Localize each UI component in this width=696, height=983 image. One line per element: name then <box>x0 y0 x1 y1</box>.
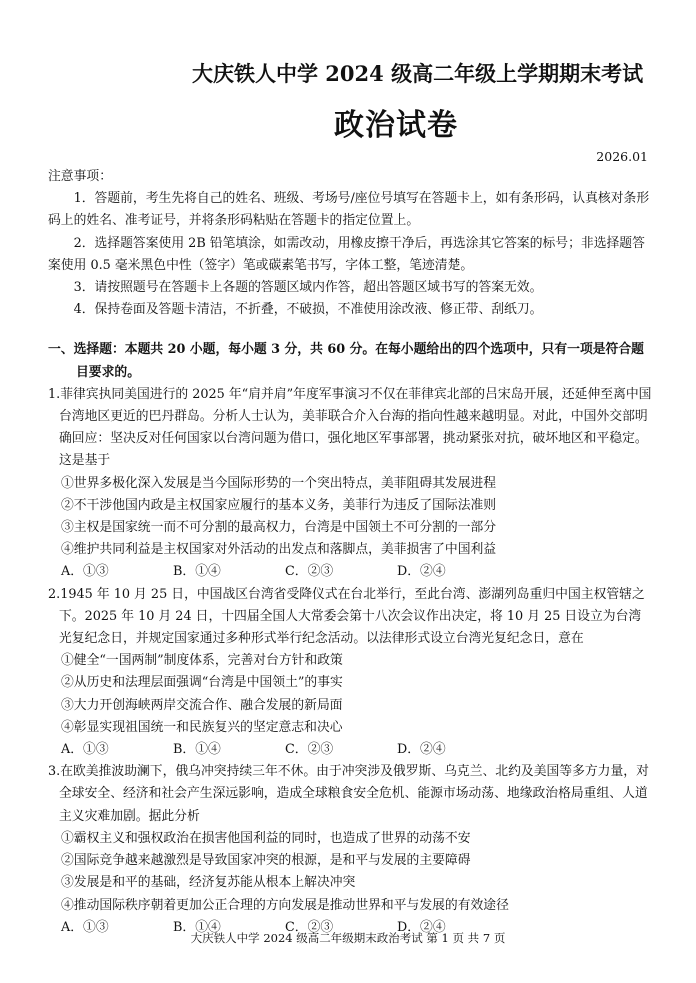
option-4: ④推动国际秩序朝着更加公正合理的方向发展是推动世界和平与发展的有效途径 <box>61 897 509 913</box>
answer-a: A．①③ <box>61 564 109 580</box>
exam-content <box>48 166 652 939</box>
subject-title: 政治试卷 <box>334 108 458 143</box>
answer-d: D．②④ <box>397 919 446 935</box>
note-item-1: 1．答题前，考生先将自己的姓名、班级、考场号/座位号填写在答题卡上，如有条形码，认真核对条形码上的姓名、准考证号，并将条形码粘贴在答题卡的指定位置上。 <box>48 191 650 229</box>
answer-d: D．②④ <box>397 564 446 580</box>
question-3 <box>48 761 652 939</box>
option-3: ③主权是国家统一而不可分割的最高权力，台湾是中国领土不可分割的一部分 <box>61 520 497 536</box>
note-item-4: 4．保持卷面及答题卡清洁，不折叠，不破损，不准使用涂改液、修正带、刮纸刀。 <box>73 302 543 318</box>
answer-choices <box>48 739 652 761</box>
page-footer: 大庆铁人中学 2024 级高二年级期末政治考试 第 1 页 共 7 页 <box>190 931 506 945</box>
answer-c: C．②③ <box>285 919 334 935</box>
option-1: ①健全“一国两制”制度体系，完善对台方针和政策 <box>61 653 343 669</box>
answer-choices <box>48 561 652 583</box>
notes-heading: 注意事项： <box>48 169 112 184</box>
note-item-3: 3．请按照题号在答题卡上各题的答题区域内作答，超出答题区域书写的答案无效。 <box>73 280 543 296</box>
option-4: ④维护共同利益是主权国家对外活动的出发点和落脚点，美菲损害了中国利益 <box>61 542 497 558</box>
answer-b: B．①④ <box>173 564 221 580</box>
option-2: ②从历史和法理层面强调“台湾是中国领土”的事实 <box>61 675 343 691</box>
question-stem: 2.1945 年 10 月 25 日，中国战区台湾省受降仪式在台北举行，至此台湾、澎湖列岛重归中国主权管辖之下。2025 年 10 月 24 日，十四届全国人大常委会第十八次会议作出决定，将 10 月 25 日设立为台湾光复纪念日，并规定国家通过多种形式举行纪念活动。以法律形式设立台湾光复纪念日，意在 <box>48 586 645 647</box>
option-3: ③发展是和平的基础，经济复苏能从根本上解决冲突 <box>61 875 356 891</box>
option-3: ③大力开创海峡两岸交流合作、融合发展的新局面 <box>61 697 343 713</box>
answer-d: D．②④ <box>397 742 446 758</box>
section-heading: 一、选择题：本题共 20 小题，每小题 3 分，共 60 分。在每小题给出的四个选项中，只有一项是符合题目要求的。 <box>48 342 644 380</box>
answer-b: B．①④ <box>173 919 221 935</box>
question-stem: 3.在欧美推波助澜下，俄乌冲突持续三年不休。由于冲突涉及俄罗斯、乌克兰、北约及美国等多方力量，对全球安全、经济和社会产生深远影响，造成全球粮食安全危机、能源市场动荡、地缘政治格局重组、人道主义灾难加剧。据此分析 <box>48 764 649 824</box>
answer-c: C．②③ <box>285 742 334 758</box>
option-2: ②不干涉他国内政是主权国家应履行的基本义务，美菲行为违反了国际法准则 <box>61 497 497 513</box>
question-1 <box>48 384 652 584</box>
answer-c: C．②③ <box>285 564 334 580</box>
option-2: ②国际竞争越来越激烈是导致国家冲突的根源，是和平与发展的主要障碍 <box>61 853 471 869</box>
question-2 <box>48 584 652 762</box>
answer-a: A．①③ <box>61 919 109 935</box>
option-4: ④彰显实现祖国统一和民族复兴的坚定意志和决心 <box>61 719 343 735</box>
answer-a: A．①③ <box>61 742 109 758</box>
answer-b: B．①④ <box>173 742 221 758</box>
note-item-2: 2．选择题答案使用 2B 铅笔填涂，如需改动，用橡皮擦干净后，再选涂其它答案的标号；非选择题答案使用 0.5 毫米黑色中性（签字）笔或碳素笔书写，字体工整，笔迹清楚。 <box>48 235 645 273</box>
option-1: ①霸权主义和强权政治在损害他国利益的同时，也造成了世界的动荡不安 <box>61 830 471 846</box>
exam-date: 2026.01 <box>596 149 648 164</box>
school-exam-title: 大庆铁人中学 2024 级高二年级上学期期末考试 <box>192 61 644 86</box>
question-stem: 1.菲律宾执同美国进行的 2025 年“肩并肩”年度军事演习不仅在菲律宾北部的吕宋岛开展，还延伸至离中国台湾地区更近的巴丹群岛。分析人士认为，美菲联合介入台海的指向性越来越明显。对此，中国外交部明确回应：坚决反对任何国家以台湾问题为借口，强化地区军事部署，挑动紧张对抗，破坏地区和平稳定。这是基于 <box>48 386 652 469</box>
option-1: ①世界多极化深入发展是当今国际形势的一个突出特点，美菲阻碍其发展进程 <box>61 475 497 491</box>
